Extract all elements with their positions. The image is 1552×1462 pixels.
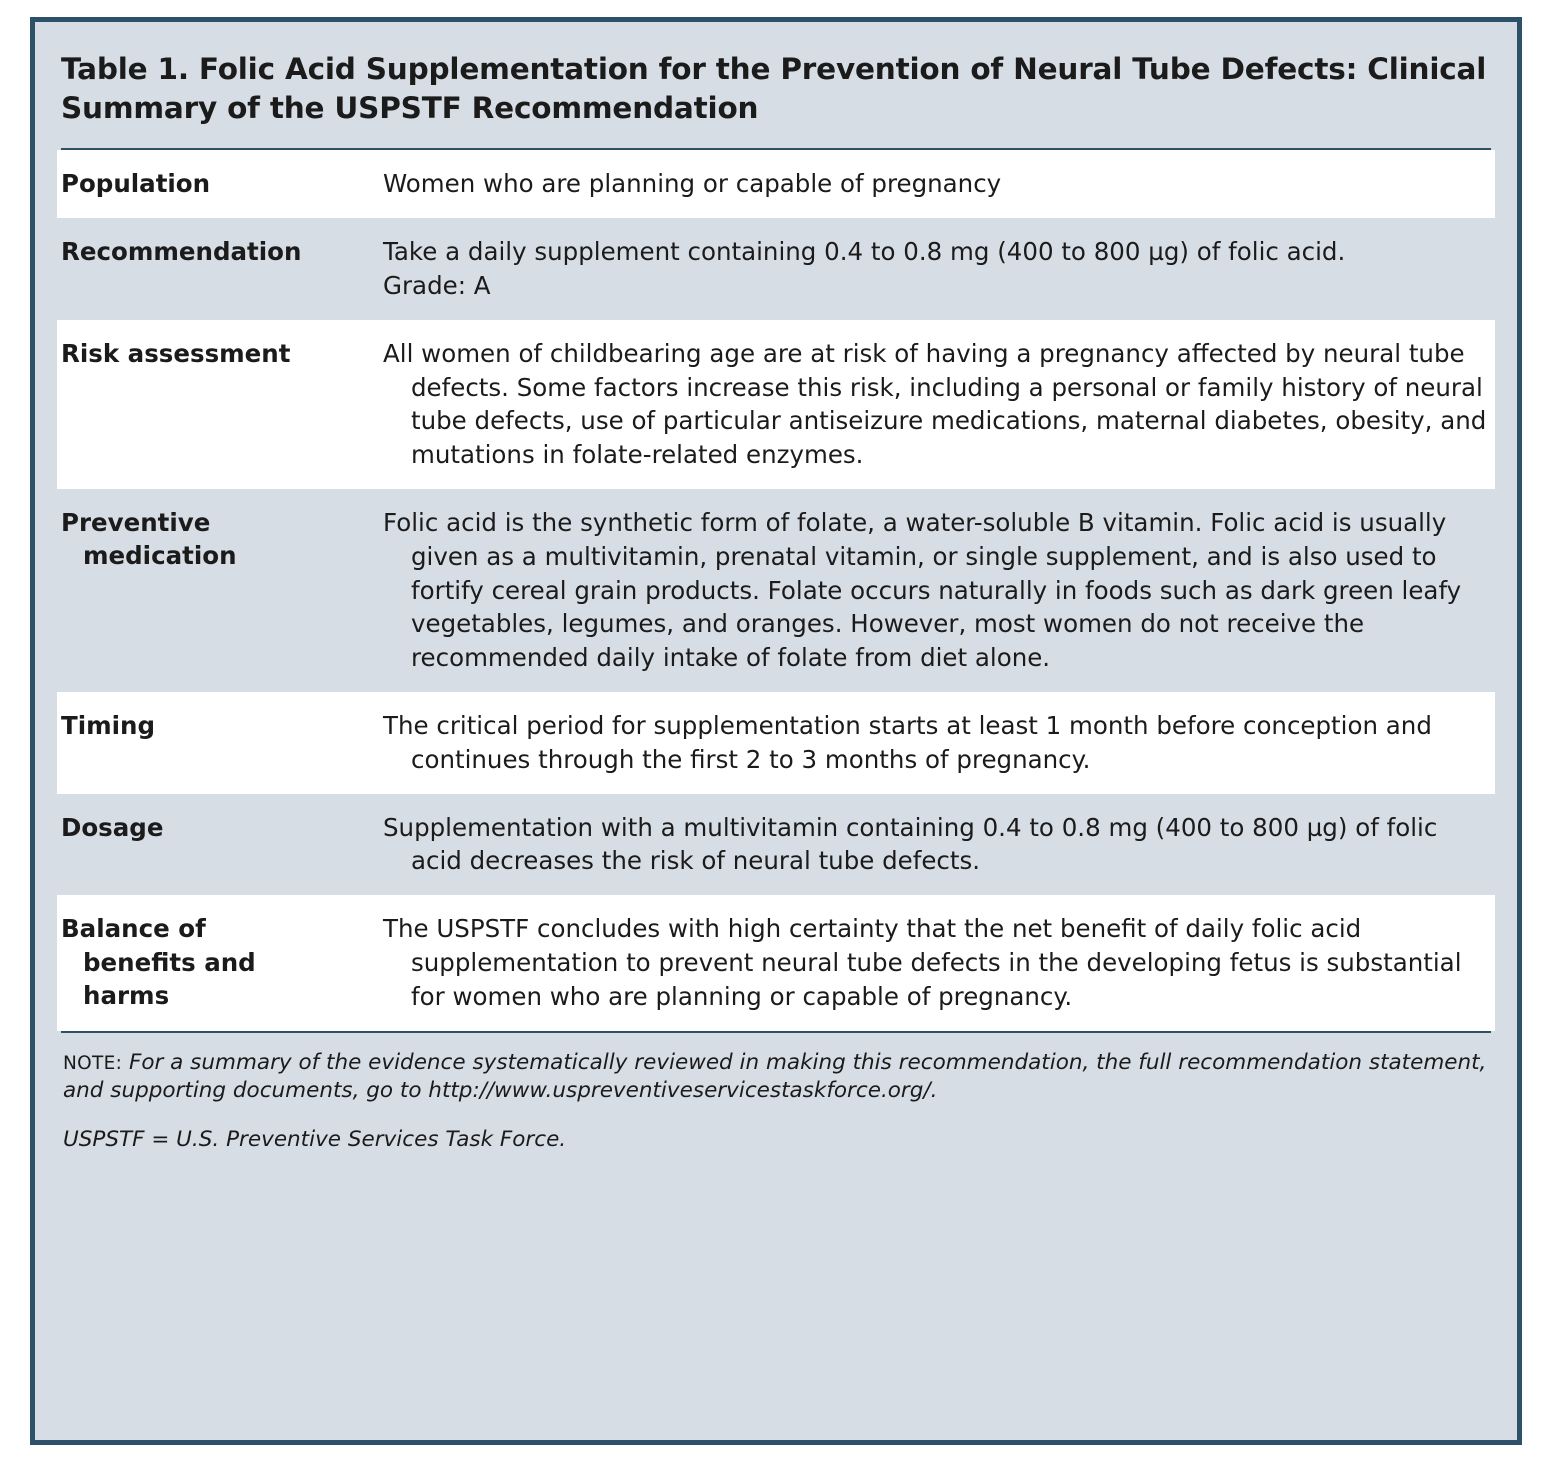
row-value-balance-of-benefits-and-harms: The USPSTF concludes with high certainty that the net benefit of daily folic acid supplementation to prevent neural tube defects in the developing fetus is substantial for women who are planning or capable of pregnancy.	[379, 895, 1495, 1030]
row-label-dosage: Dosage	[57, 794, 379, 896]
table-row	[57, 794, 1495, 896]
note-prefix: NOTE:	[63, 1052, 123, 1074]
row-label-recommendation: Recommendation	[57, 218, 379, 320]
table-inner	[35, 22, 1517, 1440]
table-row	[57, 895, 1495, 1030]
table-row	[57, 320, 1495, 489]
table-row	[57, 218, 1495, 320]
clinical-summary-table	[57, 150, 1495, 1030]
row-value-risk-assessment: All women of childbearing age are at risk of having a pregnancy affected by neural tube defects. Some factors increase this risk, including a personal or family history of neural tube defects, use of particular antiseizure medications, maternal diabetes, obesity, and mutations in folate-related enzymes.	[379, 320, 1495, 489]
row-value-preventive-medication: Folic acid is the synthetic form of folate, a water-soluble B vitamin. Folic acid is usually given as a multivitamin, prenatal vitamin, or single supplement, and is also used to fortify cereal grain products. Folate occurs naturally in foods such as dark green leafy vegetables, legumes, and oranges. However, most women do not receive the recommended daily intake of folate from diet alone.	[379, 489, 1495, 692]
row-value-recommendation: Take a daily supplement containing 0.4 to 0.8 mg (400 to 800 µg) of folic acid. Grade: A	[379, 218, 1495, 320]
table-row	[57, 150, 1495, 218]
note-text: For a summary of the evidence systematically reviewed in making this recommendation, the full recommendation statement, and supporting documents, go to http://www.uspreventiveservicestaskforce.org/.	[63, 1049, 1487, 1104]
row-value-dosage: Supplementation with a multivitamin containing 0.4 to 0.8 mg (400 to 800 µg) of folic acid decreases the risk of neural tube defects.	[379, 794, 1495, 896]
table-row	[57, 489, 1495, 692]
table-notes	[57, 1033, 1495, 1155]
row-label-preventive-medication: Preventive medication	[57, 489, 379, 692]
abbreviation-note: USPSTF = U.S. Preventive Services Task Force.	[63, 1126, 567, 1152]
row-value-population: Women who are planning or capable of pregnancy	[379, 150, 1495, 218]
table-row	[57, 692, 1495, 794]
note-paragraph	[63, 1049, 1489, 1106]
row-label-balance-of-benefits-and-harms: Balance of benefits and harms	[57, 895, 379, 1030]
summary-table-card	[30, 17, 1522, 1445]
table-title: Table 1. Folic Acid Supplementation for the Prevention of Neural Tube Defects: Clinical Summary of the USPSTF Recommendation	[61, 52, 1487, 126]
row-value-timing: The critical period for supplementation starts at least 1 month before conception and continues through the first 2 to 3 months of pregnancy.	[379, 692, 1495, 794]
row-label-population: Population	[57, 150, 379, 218]
row-label-timing: Timing	[57, 692, 379, 794]
row-label-risk-assessment: Risk assessment	[57, 320, 379, 489]
